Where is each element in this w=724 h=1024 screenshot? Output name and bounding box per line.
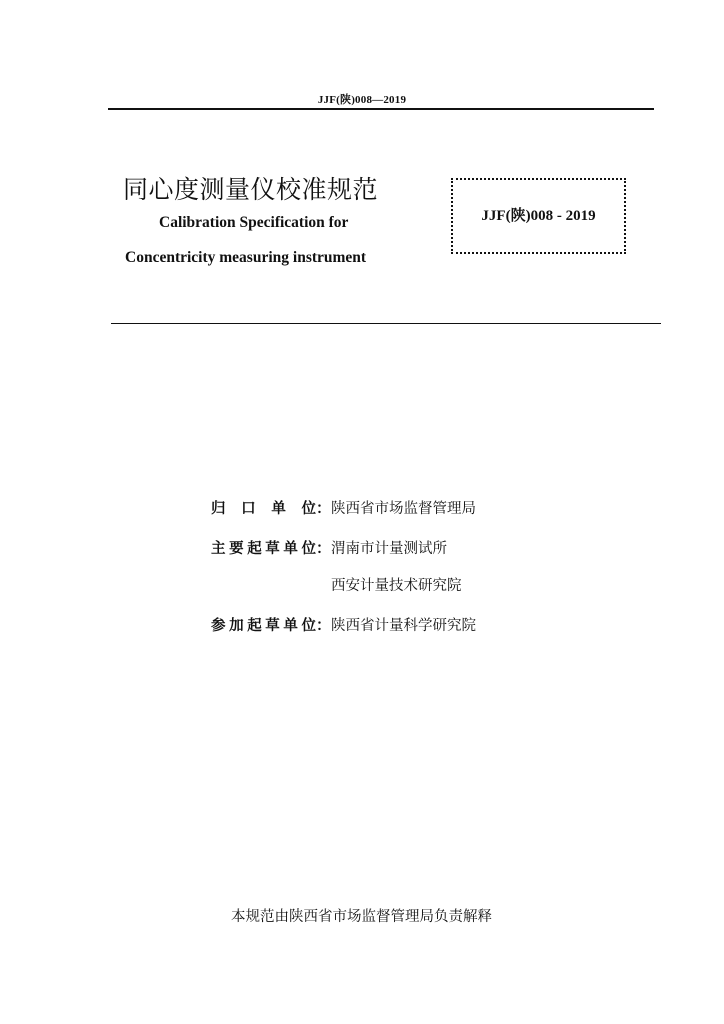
standard-code: JJF(陕)008 - 2019 xyxy=(481,207,596,224)
unit-label: 主要起草单位 xyxy=(211,541,316,557)
document-title-english-line1: Calibration Specification for xyxy=(159,214,349,231)
unit-value: 渭南市计量测试所 xyxy=(331,541,447,557)
unit-value: 西安计量技术研究院 xyxy=(331,578,462,594)
title-divider xyxy=(111,323,661,324)
unit-separator: ： xyxy=(316,499,332,517)
unit-value: 陕西省计量科学研究院 xyxy=(331,618,476,634)
unit-row-main-drafting-2 xyxy=(211,574,462,596)
document-title-chinese: 同心度测量仪校准规范 xyxy=(123,175,379,204)
unit-separator: ： xyxy=(316,616,332,634)
unit-separator: ： xyxy=(316,539,332,557)
document-title-english-line2: Concentricity measuring instrument xyxy=(125,249,367,266)
header-divider xyxy=(108,108,654,110)
unit-label: 参加起草单位 xyxy=(211,618,316,634)
unit-row-participating xyxy=(211,614,476,636)
unit-row-main-drafting xyxy=(211,537,447,559)
header-standard-code: JJF(陕)008—2019 xyxy=(317,94,407,106)
unit-row-responsible xyxy=(211,497,476,519)
unit-value: 陕西省市场监督管理局 xyxy=(331,501,476,517)
interpretation-note xyxy=(0,905,724,926)
interpretation-note-text: 本规范由陕西省市场监督管理局负责解释 xyxy=(231,909,492,925)
standard-code-box xyxy=(451,178,626,254)
unit-label: 归口单位 xyxy=(211,501,316,517)
